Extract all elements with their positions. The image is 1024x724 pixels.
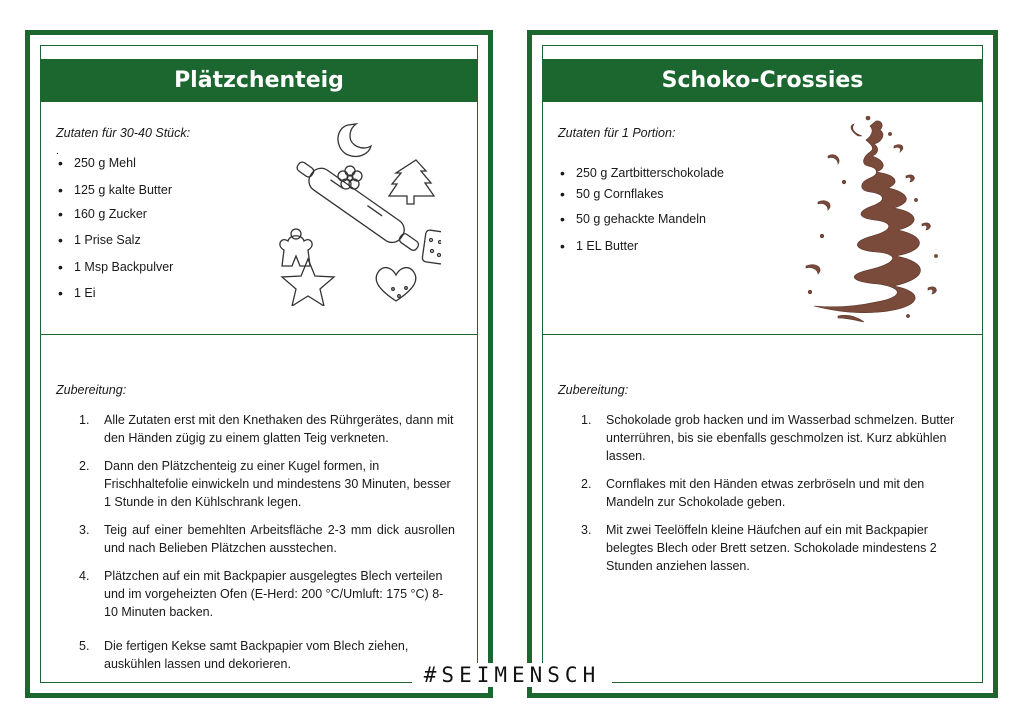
- list-item: • 1 EL Butter: [558, 239, 724, 266]
- step-text: Cornflakes mit den Händen etwas zerbröseln und mit den Mandeln zur Schokolade geben.: [606, 477, 925, 509]
- list-item: [79, 637, 455, 673]
- step-number: 3.: [581, 523, 592, 537]
- list-item: • 50 g Cornflakes: [558, 187, 724, 212]
- step-number: 2.: [79, 459, 90, 473]
- ingredients-label: Zutaten für 30-40 Stück:: [56, 126, 191, 140]
- list-item: [79, 411, 455, 447]
- cookie-rolling-pin-illustration: [266, 116, 441, 306]
- step-number: 1.: [581, 413, 592, 427]
- recipe-card-plaetzchenteig: [25, 30, 493, 698]
- preparation-label: Zubereitung:: [56, 383, 127, 397]
- recipe-card-schoko-crossies: [527, 30, 998, 698]
- step-text: Alle Zutaten erst mit den Knethaken des Rührgerätes, dann mit den Händen zügig zu einem glatten Teig verkneten.: [104, 413, 454, 445]
- step-text: Plätzchen auf ein mit Backpapier ausgelegtes Blech verteilen und im vorgeheizten Ofen (E-Herd: 200 °C/Umluft: 175 °C) 8-10 Minuten backen.: [104, 569, 444, 619]
- step-text: Mit zwei Teelöffeln kleine Häufchen auf ein mit Backpapier belegtes Blech oder Brett setzen. Schokolade mindestens 2 Stunden anziehen lassen.: [606, 523, 937, 573]
- card-inner-frame: [40, 45, 478, 683]
- section-divider: [543, 334, 982, 335]
- list-item: [581, 521, 960, 575]
- list-item: • 1 Prise Salz: [56, 233, 173, 260]
- chocolate-swirl-tree-illustration: [798, 116, 948, 326]
- step-number: 2.: [581, 477, 592, 491]
- brand-hashtag: #SEIMENSCH: [412, 663, 612, 687]
- card-title: Plätzchenteig: [41, 59, 477, 102]
- list-item: [79, 567, 455, 621]
- steps-list: [79, 411, 455, 683]
- list-item: • 1 Msp Backpulver: [56, 260, 173, 287]
- stray-mark: .: [56, 146, 59, 157]
- list-item: • 160 g Zucker: [56, 207, 173, 234]
- list-item: • 125 g kalte Butter: [56, 183, 173, 207]
- step-number: 3.: [79, 523, 90, 537]
- ingredients-label: Zutaten für 1 Portion:: [558, 126, 676, 140]
- steps-list: [581, 411, 960, 585]
- card-inner-frame: [542, 45, 983, 683]
- card-title: Schoko-Crossies: [543, 59, 982, 102]
- ingredients-list: [56, 156, 173, 313]
- step-number: 4.: [79, 569, 90, 583]
- step-text: Die fertigen Kekse samt Backpapier vom Blech ziehen, auskühlen lassen und dekorieren.: [104, 639, 409, 671]
- section-divider: [41, 334, 477, 335]
- list-item: [79, 457, 455, 511]
- step-text: Schokolade grob hacken und im Wasserbad schmelzen. Butter unterrühren, bis sie ebenfalls geschmolzen ist. Kurz abkühlen lassen.: [606, 413, 955, 463]
- list-item: • 250 g Mehl: [56, 156, 173, 183]
- step-number: 1.: [79, 413, 90, 427]
- list-item: [79, 521, 455, 557]
- step-text: Dann den Plätzchenteig zu einer Kugel formen, in Frischhaltefolie einwickeln und mindestens 30 Minuten, besser 1 Stunde in den Kühlschrank legen.: [104, 459, 451, 509]
- list-item: • 250 g Zartbitterschokolade: [558, 166, 724, 187]
- preparation-label: Zubereitung:: [558, 383, 629, 397]
- step-number: 5.: [79, 639, 90, 653]
- list-item: • 50 g gehackte Mandeln: [558, 212, 724, 239]
- list-item: [581, 411, 960, 465]
- step-text: Teig auf einer bemehlten Arbeitsfläche 2-3 mm dick ausrollen und nach Belieben Plätzchen ausstechen.: [104, 523, 455, 555]
- list-item: • 1 Ei: [56, 286, 173, 313]
- list-item: [581, 475, 960, 511]
- ingredients-list: [558, 166, 724, 265]
